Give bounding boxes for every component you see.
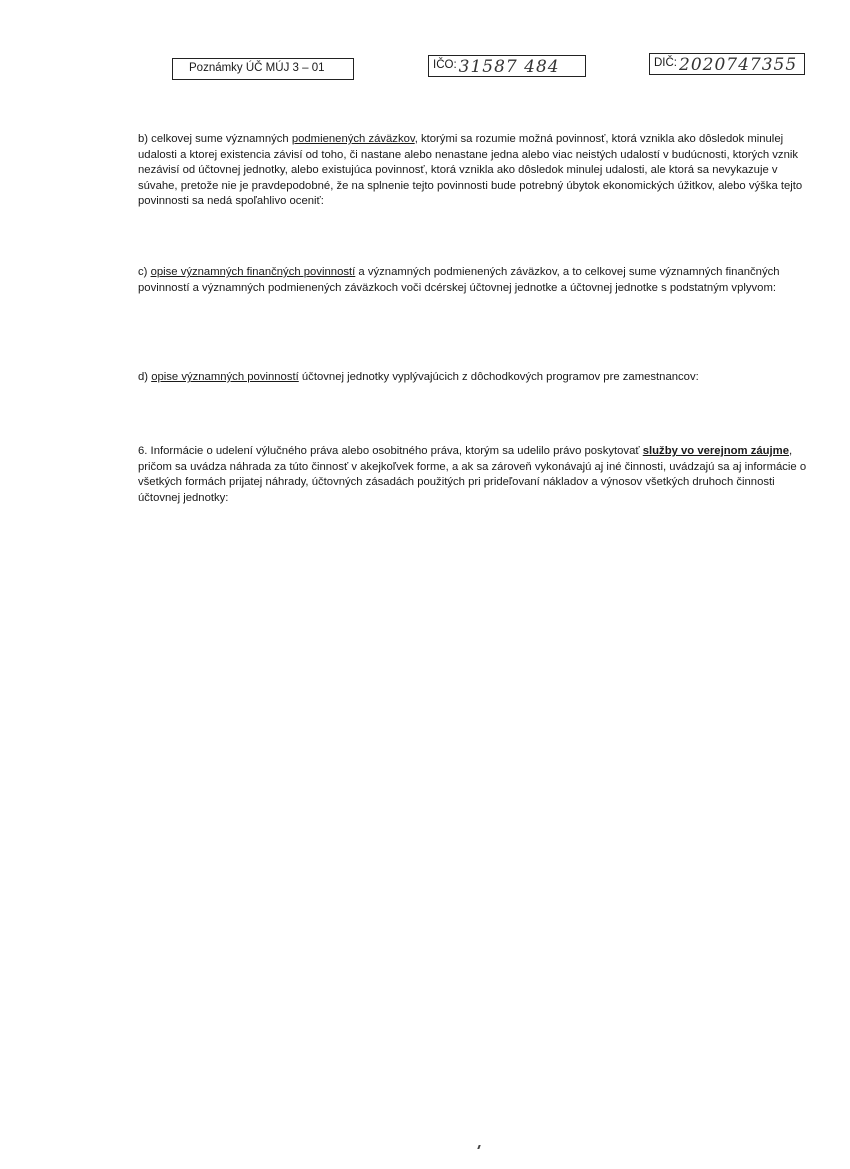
ico-label: IČO: [433, 59, 457, 72]
section-b-underlined: podmienených záväzkov [291, 133, 415, 145]
section-d-text-2: účtovnej jednotky vyplývajúcich z dôchodkových programov pre zamestnancov: [298, 371, 699, 383]
section-d-text-1: d) [138, 371, 152, 383]
section-d-paragraph [138, 370, 808, 386]
dic-label: DIČ: [654, 57, 677, 70]
section-6-paragraph [138, 444, 808, 506]
section-6-text-1: 6. Informácie o udelení výlučného práva alebo osobitného práva, ktorým sa udelilo právo poskytovať [138, 445, 643, 457]
section-c-text-2: a významných podmienených záväzkov, a to celkovej sume významných finančných povinností a významných podmienených záväzkoch voči dcérskej účtovnej jednotke a účtovnej jednotke s podstatným vplyvom: [138, 266, 780, 294]
ico-box [428, 55, 586, 77]
form-code-label: Poznámky ÚČ MÚJ 3 – 01 [189, 62, 325, 75]
section-b-text-1: b) celkovej sume významných [138, 133, 292, 145]
dic-box [649, 53, 805, 75]
form-code-box [172, 58, 354, 80]
section-d-underlined: opise významných povinností [151, 371, 299, 383]
scan-speck [477, 1145, 480, 1149]
ico-handwritten-value: 31587 484 [458, 56, 560, 77]
dic-handwritten-value: 2020747355 [679, 54, 798, 75]
section-6-bold-underlined: služby vo verejnom záujme [642, 445, 790, 457]
section-6-text-2: , pričom sa uvádza náhrada za túto činnosť v akejkoľvek forme, a ak sa zároveň vykonávajú aj iné činnosti, uvádzajú sa aj informácie o všetkých formách prijatej náhrady, účtovných zásadách použitých pri prideľovaní nákladov a výnosov všetkých druhoch činnosti účtovnej jednotky: [138, 445, 807, 504]
section-c-text-1: c) [138, 266, 151, 278]
section-c-underlined: opise významných finančných povinností [150, 266, 356, 278]
section-b-text-2: , ktorými sa rozumie možná povinnosť, ktorá vznikla ako dôsledok minulej udalosti a ktorej existencia závisí od toho, či nastane alebo nenastane jedna alebo viac neistých udalostí v budúcnosti, ktorých vznik nezávisí od účtovnej jednotky, alebo existujúca povinnosť, ktorá vznikla ako dôsledok minulej udalosti, ale ktorá sa nevykazuje v súvahe, pretože nie je pravdepodobné, že na splnenie tejto povinnosti bude potrebný úbytok ekonomických úžitkov, alebo výška tejto povinnosti sa nedá spoľahlivo oceniť: [138, 133, 803, 207]
section-b-paragraph [138, 132, 808, 210]
section-c-paragraph [138, 265, 808, 296]
